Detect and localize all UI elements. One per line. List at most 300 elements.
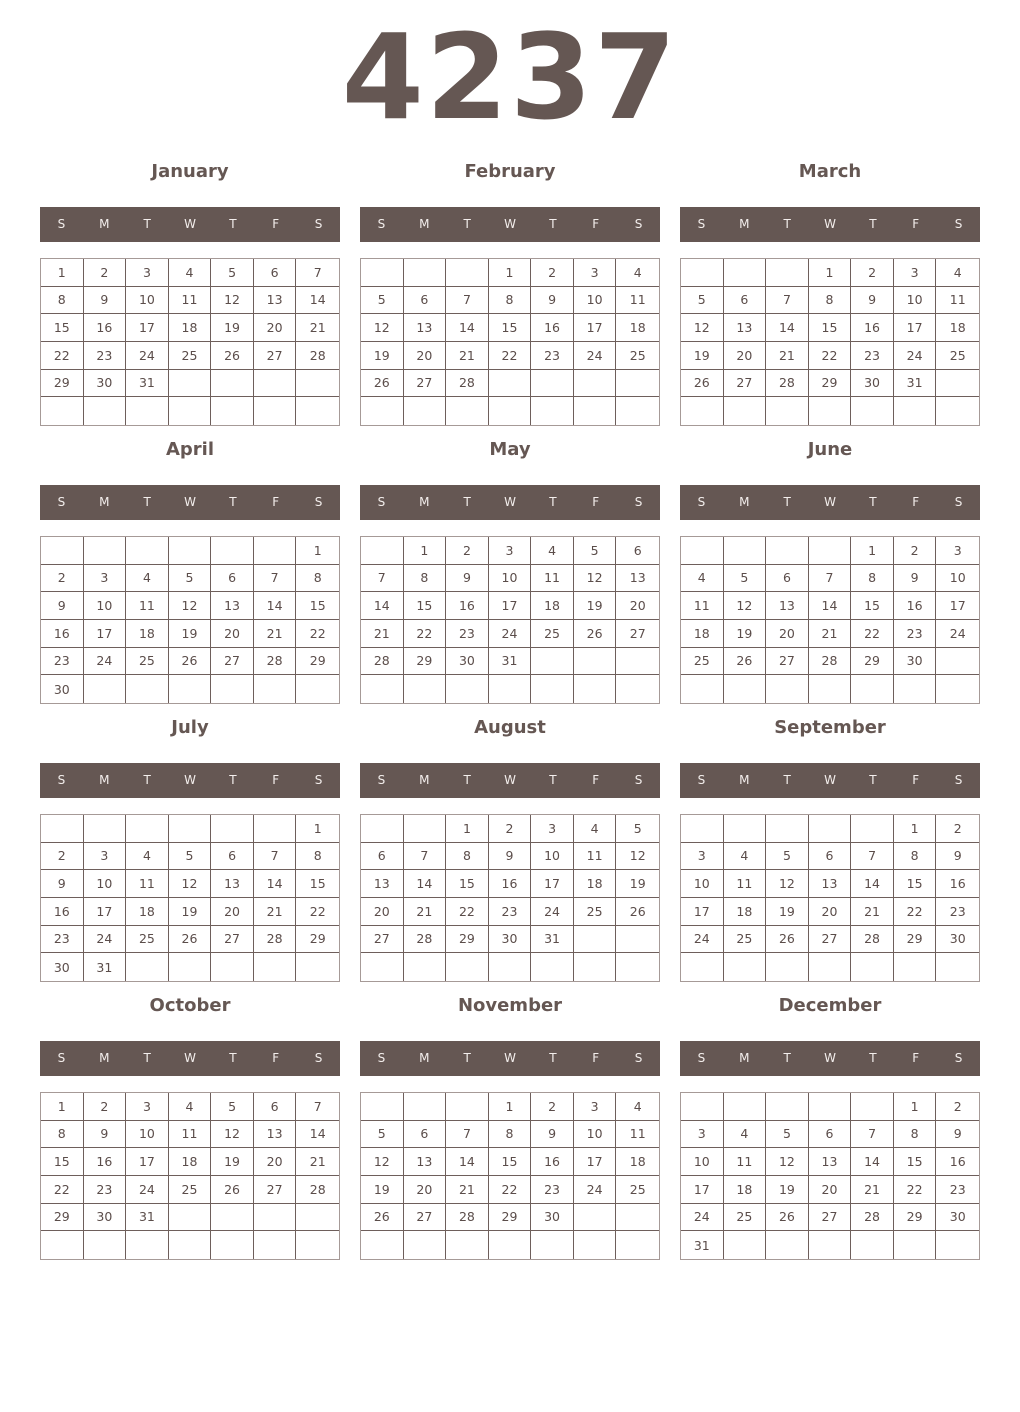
day-cell: 3 (531, 815, 574, 843)
day-cell: 2 (531, 1093, 574, 1121)
month-title: March (798, 161, 862, 182)
weekday-label: T (463, 495, 471, 509)
day-grid (40, 258, 340, 426)
day-cell: 8 (41, 1121, 84, 1149)
day-cell: 14 (446, 314, 489, 342)
day-cell: 9 (84, 287, 127, 315)
empty-cell (531, 648, 574, 676)
day-cell: 20 (404, 1176, 447, 1204)
day-cell: 26 (211, 1176, 254, 1204)
day-cell: 5 (169, 843, 212, 871)
empty-cell (936, 675, 979, 703)
day-grid (40, 536, 340, 704)
day-cell: 24 (936, 620, 979, 648)
empty-cell (681, 953, 724, 981)
day-cell: 6 (766, 565, 809, 593)
day-cell: 13 (404, 1148, 447, 1176)
day-cell: 25 (531, 620, 574, 648)
day-cell: 25 (126, 648, 169, 676)
day-cell: 6 (211, 843, 254, 871)
day-cell: 15 (894, 1148, 937, 1176)
day-cell: 16 (41, 898, 84, 926)
day-cell: 3 (681, 1121, 724, 1149)
empty-cell (361, 537, 404, 565)
day-cell: 23 (84, 1176, 127, 1204)
empty-cell (724, 675, 767, 703)
weekday-label: M (419, 495, 430, 509)
empty-cell (254, 953, 297, 981)
empty-cell (724, 259, 767, 287)
day-cell: 18 (724, 898, 767, 926)
weekday-label: S (377, 1051, 386, 1065)
day-cell: 29 (894, 1204, 937, 1232)
empty-cell (126, 537, 169, 565)
day-cell: 8 (809, 287, 852, 315)
empty-cell (766, 675, 809, 703)
day-cell: 17 (489, 592, 532, 620)
weekday-label: T (549, 495, 557, 509)
day-cell: 27 (211, 648, 254, 676)
day-cell: 21 (766, 342, 809, 370)
day-cell: 20 (361, 898, 404, 926)
day-cell: 7 (296, 259, 339, 287)
empty-cell (809, 953, 852, 981)
weekday-label: M (739, 495, 750, 509)
weekday-label: W (504, 773, 516, 787)
day-cell: 11 (126, 592, 169, 620)
day-cell: 17 (531, 870, 574, 898)
day-cell: 13 (766, 592, 809, 620)
day-cell: 16 (84, 314, 127, 342)
day-cell: 21 (809, 620, 852, 648)
day-cell: 14 (851, 870, 894, 898)
empty-cell (84, 675, 127, 703)
empty-cell (489, 675, 532, 703)
day-cell: 2 (446, 537, 489, 565)
weekday-label: F (592, 217, 600, 231)
day-cell: 10 (574, 1121, 617, 1149)
empty-cell (254, 1231, 297, 1259)
day-cell: 22 (296, 620, 339, 648)
day-cell: 17 (681, 898, 724, 926)
day-grid (360, 814, 660, 982)
day-cell: 29 (851, 648, 894, 676)
empty-cell (446, 397, 489, 425)
day-cell: 13 (254, 1121, 297, 1149)
day-cell: 28 (361, 648, 404, 676)
day-cell: 13 (404, 314, 447, 342)
empty-cell (296, 370, 339, 398)
day-cell: 19 (169, 620, 212, 648)
day-cell: 27 (211, 926, 254, 954)
empty-cell (489, 370, 532, 398)
empty-cell (446, 675, 489, 703)
day-cell: 9 (851, 287, 894, 315)
day-cell: 22 (296, 898, 339, 926)
day-cell: 13 (724, 314, 767, 342)
weekday-label: W (184, 1051, 196, 1065)
day-cell: 21 (404, 898, 447, 926)
day-cell: 6 (809, 1121, 852, 1149)
day-grid (360, 258, 660, 426)
day-cell: 21 (851, 1176, 894, 1204)
weekday-label: M (99, 495, 110, 509)
day-cell: 23 (84, 342, 127, 370)
day-cell: 26 (169, 926, 212, 954)
day-cell: 15 (446, 870, 489, 898)
day-cell: 4 (724, 843, 767, 871)
empty-cell (296, 1231, 339, 1259)
empty-cell (531, 675, 574, 703)
day-cell: 3 (936, 537, 979, 565)
empty-cell (766, 1231, 809, 1259)
day-cell: 5 (766, 1121, 809, 1149)
empty-cell (361, 1231, 404, 1259)
day-cell: 22 (489, 1176, 532, 1204)
day-cell: 28 (404, 926, 447, 954)
day-cell: 3 (84, 565, 127, 593)
day-cell: 13 (809, 1148, 852, 1176)
empty-cell (574, 926, 617, 954)
empty-cell (766, 397, 809, 425)
empty-cell (296, 397, 339, 425)
empty-cell (361, 259, 404, 287)
weekday-label: M (739, 773, 750, 787)
day-grid (40, 1092, 340, 1260)
day-cell: 21 (361, 620, 404, 648)
weekday-label: T (549, 217, 557, 231)
day-cell: 9 (531, 287, 574, 315)
empty-cell (851, 815, 894, 843)
empty-cell (361, 1093, 404, 1121)
weekday-label: S (377, 495, 386, 509)
empty-cell (254, 815, 297, 843)
day-cell: 26 (211, 342, 254, 370)
day-cell: 16 (489, 870, 532, 898)
day-cell: 6 (361, 843, 404, 871)
day-cell: 21 (851, 898, 894, 926)
day-cell: 6 (254, 1093, 297, 1121)
day-cell: 23 (851, 342, 894, 370)
day-cell: 13 (211, 870, 254, 898)
day-cell: 10 (489, 565, 532, 593)
weekday-label: S (314, 773, 323, 787)
weekday-label: F (592, 773, 600, 787)
weekday-label: F (912, 217, 920, 231)
day-cell: 24 (681, 926, 724, 954)
empty-cell (404, 397, 447, 425)
day-cell: 10 (936, 565, 979, 593)
day-cell: 7 (361, 565, 404, 593)
empty-cell (404, 953, 447, 981)
day-cell: 7 (296, 1093, 339, 1121)
weekday-label: S (697, 773, 706, 787)
empty-cell (404, 675, 447, 703)
day-cell: 9 (936, 843, 979, 871)
weekday-label: W (184, 773, 196, 787)
day-cell: 2 (84, 1093, 127, 1121)
weekday-label: T (143, 773, 151, 787)
day-grid (680, 1092, 980, 1260)
day-cell: 10 (84, 592, 127, 620)
empty-cell (724, 1231, 767, 1259)
day-cell: 20 (766, 620, 809, 648)
day-cell: 10 (681, 1148, 724, 1176)
day-cell: 4 (126, 565, 169, 593)
day-cell: 12 (616, 843, 659, 871)
day-cell: 19 (724, 620, 767, 648)
empty-cell (211, 953, 254, 981)
day-cell: 23 (489, 898, 532, 926)
day-cell: 31 (489, 648, 532, 676)
empty-cell (254, 1204, 297, 1232)
day-cell: 16 (936, 1148, 979, 1176)
day-cell: 19 (361, 342, 404, 370)
weekday-label: M (99, 773, 110, 787)
day-cell: 19 (211, 314, 254, 342)
day-cell: 11 (724, 1148, 767, 1176)
day-cell: 22 (894, 898, 937, 926)
day-cell: 29 (296, 648, 339, 676)
day-cell: 8 (894, 843, 937, 871)
day-cell: 2 (851, 259, 894, 287)
day-cell: 10 (84, 870, 127, 898)
day-cell: 27 (254, 1176, 297, 1204)
day-cell: 13 (254, 287, 297, 315)
day-cell: 1 (894, 1093, 937, 1121)
day-cell: 28 (254, 648, 297, 676)
empty-cell (724, 815, 767, 843)
day-cell: 26 (766, 1204, 809, 1232)
empty-cell (936, 397, 979, 425)
day-cell: 16 (851, 314, 894, 342)
empty-cell (681, 537, 724, 565)
empty-cell (574, 1231, 617, 1259)
day-cell: 20 (809, 1176, 852, 1204)
day-cell: 25 (681, 648, 724, 676)
weekday-label: W (504, 217, 516, 231)
day-cell: 21 (296, 314, 339, 342)
day-cell: 18 (616, 314, 659, 342)
day-cell: 28 (766, 370, 809, 398)
day-cell: 25 (126, 926, 169, 954)
day-cell: 30 (446, 648, 489, 676)
weekday-label: S (697, 1051, 706, 1065)
day-cell: 18 (574, 870, 617, 898)
day-cell: 19 (616, 870, 659, 898)
weekday-label: T (229, 217, 237, 231)
empty-cell (766, 259, 809, 287)
day-cell: 20 (809, 898, 852, 926)
empty-cell (169, 537, 212, 565)
weekday-label: M (419, 217, 430, 231)
empty-cell (574, 370, 617, 398)
day-cell: 24 (84, 648, 127, 676)
day-cell: 15 (296, 592, 339, 620)
day-grid (680, 814, 980, 982)
empty-cell (936, 953, 979, 981)
day-cell: 2 (41, 565, 84, 593)
weekday-label: M (419, 1051, 430, 1065)
day-cell: 11 (724, 870, 767, 898)
day-cell: 30 (894, 648, 937, 676)
month-title: September (774, 717, 886, 738)
empty-cell (809, 537, 852, 565)
day-cell: 17 (681, 1176, 724, 1204)
weekday-label: T (463, 773, 471, 787)
day-cell: 27 (809, 1204, 852, 1232)
weekday-label: S (954, 495, 963, 509)
month-title: November (457, 995, 563, 1016)
weekday-label: T (869, 773, 877, 787)
weekday-label: M (739, 1051, 750, 1065)
day-cell: 27 (724, 370, 767, 398)
weekday-label: T (869, 217, 877, 231)
empty-cell (766, 815, 809, 843)
day-cell: 12 (681, 314, 724, 342)
day-cell: 3 (681, 843, 724, 871)
day-cell: 4 (531, 537, 574, 565)
empty-cell (211, 537, 254, 565)
month-title: December (778, 995, 882, 1016)
empty-cell (809, 1231, 852, 1259)
day-cell: 14 (809, 592, 852, 620)
day-cell: 12 (766, 1148, 809, 1176)
weekday-label: W (504, 1051, 516, 1065)
day-cell: 11 (936, 287, 979, 315)
day-cell: 30 (84, 1204, 127, 1232)
empty-cell (936, 370, 979, 398)
day-cell: 31 (681, 1231, 724, 1259)
day-cell: 26 (361, 370, 404, 398)
weekday-label: F (592, 495, 600, 509)
empty-cell (809, 397, 852, 425)
empty-cell (766, 953, 809, 981)
day-cell: 28 (254, 926, 297, 954)
weekday-label: S (634, 495, 643, 509)
day-cell: 29 (41, 370, 84, 398)
day-cell: 2 (936, 815, 979, 843)
empty-cell (296, 1204, 339, 1232)
day-cell: 4 (169, 259, 212, 287)
day-cell: 24 (681, 1204, 724, 1232)
day-cell: 20 (404, 342, 447, 370)
day-cell: 25 (616, 342, 659, 370)
empty-cell (169, 675, 212, 703)
empty-cell (169, 397, 212, 425)
day-cell: 17 (574, 1148, 617, 1176)
day-cell: 22 (41, 1176, 84, 1204)
empty-cell (616, 648, 659, 676)
empty-cell (574, 1204, 617, 1232)
day-cell: 18 (126, 898, 169, 926)
day-cell: 31 (531, 926, 574, 954)
empty-cell (361, 675, 404, 703)
day-cell: 18 (681, 620, 724, 648)
day-cell: 28 (851, 926, 894, 954)
day-cell: 15 (489, 1148, 532, 1176)
day-cell: 6 (809, 843, 852, 871)
day-cell: 26 (169, 648, 212, 676)
weekday-header (40, 763, 340, 798)
empty-cell (894, 675, 937, 703)
day-cell: 19 (169, 898, 212, 926)
weekday-label: S (57, 217, 66, 231)
day-cell: 13 (616, 565, 659, 593)
day-cell: 9 (936, 1121, 979, 1149)
day-cell: 25 (936, 342, 979, 370)
day-cell: 10 (574, 287, 617, 315)
day-cell: 6 (404, 287, 447, 315)
day-cell: 5 (766, 843, 809, 871)
weekday-label: T (869, 1051, 877, 1065)
day-cell: 22 (894, 1176, 937, 1204)
empty-cell (724, 537, 767, 565)
day-cell: 12 (361, 1148, 404, 1176)
day-cell: 28 (851, 1204, 894, 1232)
empty-cell (724, 1093, 767, 1121)
weekday-header (40, 485, 340, 520)
day-cell: 16 (936, 870, 979, 898)
day-cell: 15 (41, 1148, 84, 1176)
day-cell: 14 (766, 314, 809, 342)
day-cell: 14 (254, 870, 297, 898)
day-cell: 15 (404, 592, 447, 620)
day-cell: 13 (211, 592, 254, 620)
day-cell: 8 (894, 1121, 937, 1149)
day-cell: 30 (936, 926, 979, 954)
day-cell: 9 (41, 870, 84, 898)
day-cell: 1 (809, 259, 852, 287)
day-cell: 20 (254, 1148, 297, 1176)
day-cell: 14 (361, 592, 404, 620)
empty-cell (254, 370, 297, 398)
weekday-label: W (184, 217, 196, 231)
month-title: February (464, 161, 556, 182)
empty-cell (851, 1231, 894, 1259)
day-cell: 21 (446, 1176, 489, 1204)
day-cell: 1 (489, 1093, 532, 1121)
day-cell: 16 (84, 1148, 127, 1176)
day-cell: 19 (574, 592, 617, 620)
weekday-label: S (697, 495, 706, 509)
day-cell: 20 (724, 342, 767, 370)
empty-cell (446, 259, 489, 287)
day-cell: 29 (894, 926, 937, 954)
empty-cell (446, 1231, 489, 1259)
day-cell: 8 (851, 565, 894, 593)
weekday-label: W (824, 495, 836, 509)
day-cell: 4 (126, 843, 169, 871)
weekday-label: S (314, 217, 323, 231)
weekday-header (680, 485, 980, 520)
weekday-label: S (57, 495, 66, 509)
empty-cell (254, 537, 297, 565)
day-cell: 4 (169, 1093, 212, 1121)
day-cell: 30 (84, 370, 127, 398)
day-cell: 26 (574, 620, 617, 648)
day-cell: 27 (404, 370, 447, 398)
empty-cell (809, 675, 852, 703)
weekday-label: W (184, 495, 196, 509)
day-cell: 20 (254, 314, 297, 342)
day-cell: 28 (446, 1204, 489, 1232)
day-cell: 29 (404, 648, 447, 676)
weekday-label: S (634, 217, 643, 231)
weekday-label: T (143, 217, 151, 231)
day-cell: 2 (489, 815, 532, 843)
day-cell: 1 (296, 537, 339, 565)
